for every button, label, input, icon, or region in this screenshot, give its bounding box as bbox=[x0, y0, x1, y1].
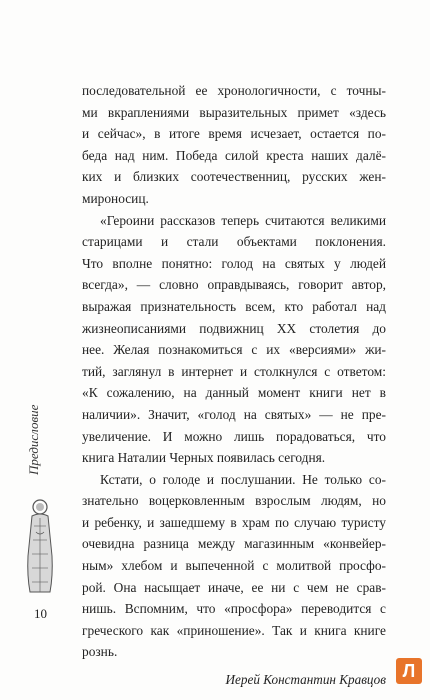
text-line: греческого как «приношение». Так и книга книге bbox=[82, 622, 386, 638]
text-line: рой. Она насыщает иначе, ее ни с чем не срав- bbox=[82, 579, 386, 595]
text-line: и сейчас», в итоге время исчезает, остается по- bbox=[82, 126, 386, 142]
saint-figure-icon bbox=[22, 496, 58, 596]
text-line: выражая признательность всем, кто работал над bbox=[82, 298, 386, 314]
main-text bbox=[82, 80, 386, 691]
text-line: и ребенку, и зашедшему в храм по случаю туристу bbox=[82, 514, 386, 530]
text-line: рознь. bbox=[82, 644, 118, 660]
text-line: наличии». Значит, «голод на святых» — не пре- bbox=[82, 406, 386, 422]
running-section-title: Предисловие bbox=[26, 404, 41, 475]
text-line: нее. Желая познакомиться с их «версиями» жи- bbox=[82, 342, 386, 358]
paragraph bbox=[82, 469, 386, 663]
text-line: книга Наталии Черных появилась сегодня. bbox=[82, 450, 326, 466]
text-line: «К сожалению, на данный момент книги нет в bbox=[82, 385, 386, 401]
paragraph bbox=[82, 80, 386, 210]
text-line: мироносиц. bbox=[82, 190, 149, 206]
text-line: Кстати, о голоде и послушании. Не только со- bbox=[100, 471, 386, 487]
labirint-logo-icon: Л bbox=[396, 658, 422, 684]
text-line: ным» хлебом и выпеченной с молитвой просфо- bbox=[82, 558, 386, 574]
text-line: очевидна разница между магазинным «конвейер- bbox=[82, 536, 386, 552]
text-line: всегда», — словно оправдываясь, говорит автор, bbox=[82, 277, 386, 293]
text-line: «Героини рассказов теперь считаются великими bbox=[100, 212, 386, 228]
text-line: знательно воцерковленным взрослым людям, но bbox=[82, 493, 386, 509]
text-line: нишь. Вспомним, что «просфора» переводится с bbox=[82, 601, 386, 617]
text-line: ких и близких соотечественниц, русских жен- bbox=[82, 169, 386, 185]
text-line: последовательной ее хронологичности, с точны- bbox=[82, 83, 386, 98]
paragraph bbox=[82, 210, 386, 469]
text-line: увеличение. И можно лишь порадоваться, что bbox=[82, 428, 386, 444]
author-signature: Иерей Константин Кравцов bbox=[225, 672, 386, 688]
text-line: жизнеописаниями подвижниц XX столетия до bbox=[82, 320, 386, 336]
text-line: тий, заглянул в интернет и столкнулся с ответом: bbox=[82, 363, 386, 379]
text-line: ми вкраплениями выразительных примет «здесь bbox=[82, 104, 386, 120]
text-line: старицами и стали объектами поклонения. bbox=[82, 234, 386, 250]
page-number: 10 bbox=[34, 606, 47, 621]
text-line: беда над ним. Победа силой креста наших далё- bbox=[82, 147, 386, 163]
text-line: Что вполне понятно: голод на святых у людей bbox=[82, 255, 386, 271]
